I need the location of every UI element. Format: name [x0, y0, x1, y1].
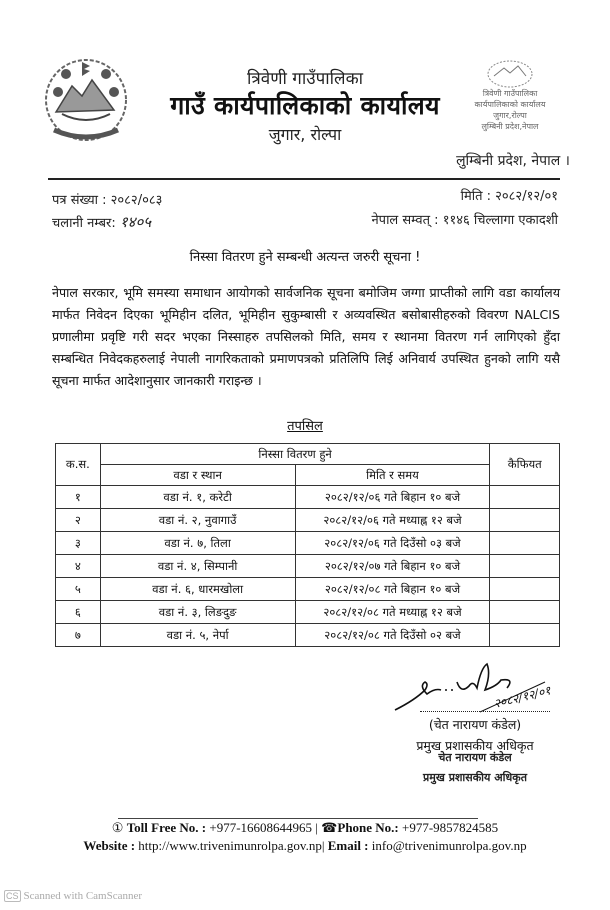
cell-ward-place: वडा नं. २, नुवागाउँ [100, 509, 295, 532]
date-value: २०८२/१२/०१ [495, 189, 558, 204]
website-link[interactable]: http://www.trivenimunrolpa.gov.np [138, 838, 322, 853]
table-row [56, 601, 560, 624]
ref-value: २०८२/०८३ [110, 193, 163, 208]
municipality-name: त्रिवेणी गाउँपालिका [246, 69, 364, 89]
stamp-name: चेत नारायण कंडेल [438, 751, 512, 764]
tollfree-label: Toll Free No. : [126, 820, 207, 835]
seal-line-2: कार्यपालिकाको कार्यालय [474, 100, 546, 109]
footer-divider [118, 818, 478, 819]
header-distribution-group: निस्सा वितरण हुने [100, 444, 490, 465]
cell-date-time: २०८२/१२/०६ गते मध्याह्न १२ बजे [295, 509, 490, 532]
cell-sn: ५ [56, 578, 101, 601]
cell-ward-place: वडा नं. ४, सिम्पानी [100, 555, 295, 578]
cell-remarks [490, 624, 560, 647]
phone-label: Phone No.: [337, 820, 399, 835]
reference-number [52, 190, 162, 208]
camscanner-watermark [4, 890, 142, 902]
stamp-title: प्रमुख प्रशासकीय अधिकृत [423, 771, 527, 784]
seal-line-3: जुगार,रोल्पा [493, 111, 527, 120]
cell-date-time: २०८२/१२/०६ गते बिहान १० बजे [295, 486, 490, 509]
phone-value: +977-9857824585 [402, 820, 499, 835]
phone-circle-icon: ① [111, 820, 124, 835]
signature-line [420, 711, 550, 712]
cell-remarks [490, 601, 560, 624]
cell-sn: १ [56, 486, 101, 509]
office-location: जुगार, रोल्पा [268, 125, 342, 144]
email-link[interactable]: info@trivenimunrolpa.gov.np [371, 838, 527, 853]
camscanner-logo-icon: CS [6, 891, 19, 901]
table-row [56, 532, 560, 555]
cell-date-time: २०८२/१२/०८ गते मध्याह्न १२ बजे [295, 601, 490, 624]
cell-date-time: २०८२/१२/०८ गते बिहान १० बजे [295, 578, 490, 601]
cell-date-time: २०८२/१२/०८ गते दिउँसो ०२ बजे [295, 624, 490, 647]
dispatch-number [52, 212, 151, 232]
signatory-name: (चेत नारायण कंडेल) [428, 717, 522, 732]
schedule-table [55, 443, 560, 647]
ref-label: पत्र संख्या : [52, 193, 107, 208]
cell-sn: २ [56, 509, 101, 532]
chalani-value: १४०५ [119, 213, 152, 231]
cell-sn: ३ [56, 532, 101, 555]
footer-contact-line [0, 820, 610, 836]
cell-remarks [490, 486, 560, 509]
seal-line-1: त्रिवेणी गाउँपालिका [482, 89, 538, 98]
cell-remarks [490, 578, 560, 601]
cell-remarks [490, 532, 560, 555]
separator: | [321, 838, 325, 853]
seal-line-4: लुम्बिनी प्रदेश,नेपाल [481, 122, 539, 131]
office-name: गाउँ कार्यपालिकाको कार्यालय [170, 91, 440, 120]
cell-ward-place: वडा नं. ७, तिला [100, 532, 295, 555]
cell-ward-place: वडा नं. ३, लिङदुङ [100, 601, 295, 624]
cell-ward-place: वडा नं. ६, धारमखोला [100, 578, 295, 601]
notice-body: नेपाल सरकार, भूमि समस्या समाधान आयोगको सार्वजनिक सूचना बमोजिम जग्गा प्राप्तीको लागि वडा कार्यालय मार्फत निवेदन दिएका भूमिहीन दलित, भूमिहीन सुकुम्बासी र अव्यवस्थित बसोबासीहरुको विवरण NALCIS प्रणालीमा प्रवृष्टि गरी सदर भएका निस्साहरु तपसिलको मिति, समय र स्थानमा वितरण गर्न लागिएको हुँदा सम्बन्धित निवेदकहरुलाई नेपाली नागरिकताको प्रमाणपत्रको प्रतिलिपि लिई अनिवार्य उपस्थित हुनको लागि यसै सूचना मार्फत आदेशानुसार जानकारी गराइन्छ । [52, 285, 560, 388]
table-row [56, 578, 560, 601]
schedule-title: तपसिल [287, 419, 323, 434]
nepal-sambat-label: नेपाल सम्वत् : [371, 213, 439, 228]
cell-sn: ७ [56, 624, 101, 647]
cell-sn: ४ [56, 555, 101, 578]
nepal-sambat-value: ११४६ चिल्लागा एकादशी [442, 213, 558, 228]
province-line: लुम्बिनी प्रदेश, नेपाल । [456, 153, 570, 169]
cell-ward-place: वडा नं. ५, नेर्पा [100, 624, 295, 647]
cell-date-time: २०८२/१२/०६ गते दिउँसो ०३ बजे [295, 532, 490, 555]
header-ward-place: वडा र स्थान [100, 465, 295, 486]
watermark-text: Scanned with CamScanner [23, 890, 143, 902]
header-remarks: कैफियत [490, 444, 560, 486]
chalani-label: चलानी नम्बर: [52, 216, 116, 231]
office-seal-stamp-icon [450, 60, 568, 132]
email-label: Email : [327, 838, 369, 853]
table-row [56, 555, 560, 578]
separator: | [315, 820, 318, 835]
signature-date: २०८२/१२/०१ [492, 683, 553, 711]
cell-sn: ६ [56, 601, 101, 624]
date-label: मिति : [460, 189, 492, 204]
table-row [56, 624, 560, 647]
signatory-title: प्रमुख प्रशासकीय अधिकृत [416, 738, 534, 753]
letter-date [461, 186, 558, 204]
tollfree-value: +977-16608644965 [209, 820, 313, 835]
table-row [56, 486, 560, 509]
website-label: Website : [83, 838, 136, 853]
header-sn: क.स. [56, 444, 101, 486]
cell-remarks [490, 555, 560, 578]
footer-web-line [0, 838, 610, 854]
header-divider [48, 178, 560, 180]
handwritten-signature-icon [385, 660, 565, 722]
nepal-sambat-date [371, 210, 558, 228]
telephone-icon: ☎ [321, 820, 338, 835]
cell-remarks [490, 509, 560, 532]
cell-ward-place: वडा नं. १, करेटी [100, 486, 295, 509]
table-row [56, 509, 560, 532]
header-date-time: मिति र समय [295, 465, 490, 486]
notice-subject: निस्सा वितरण हुने सम्बन्धी अत्यन्त जरुरी सूचना ! [189, 250, 421, 265]
cell-date-time: २०८२/१२/०७ गते बिहान १० बजे [295, 555, 490, 578]
